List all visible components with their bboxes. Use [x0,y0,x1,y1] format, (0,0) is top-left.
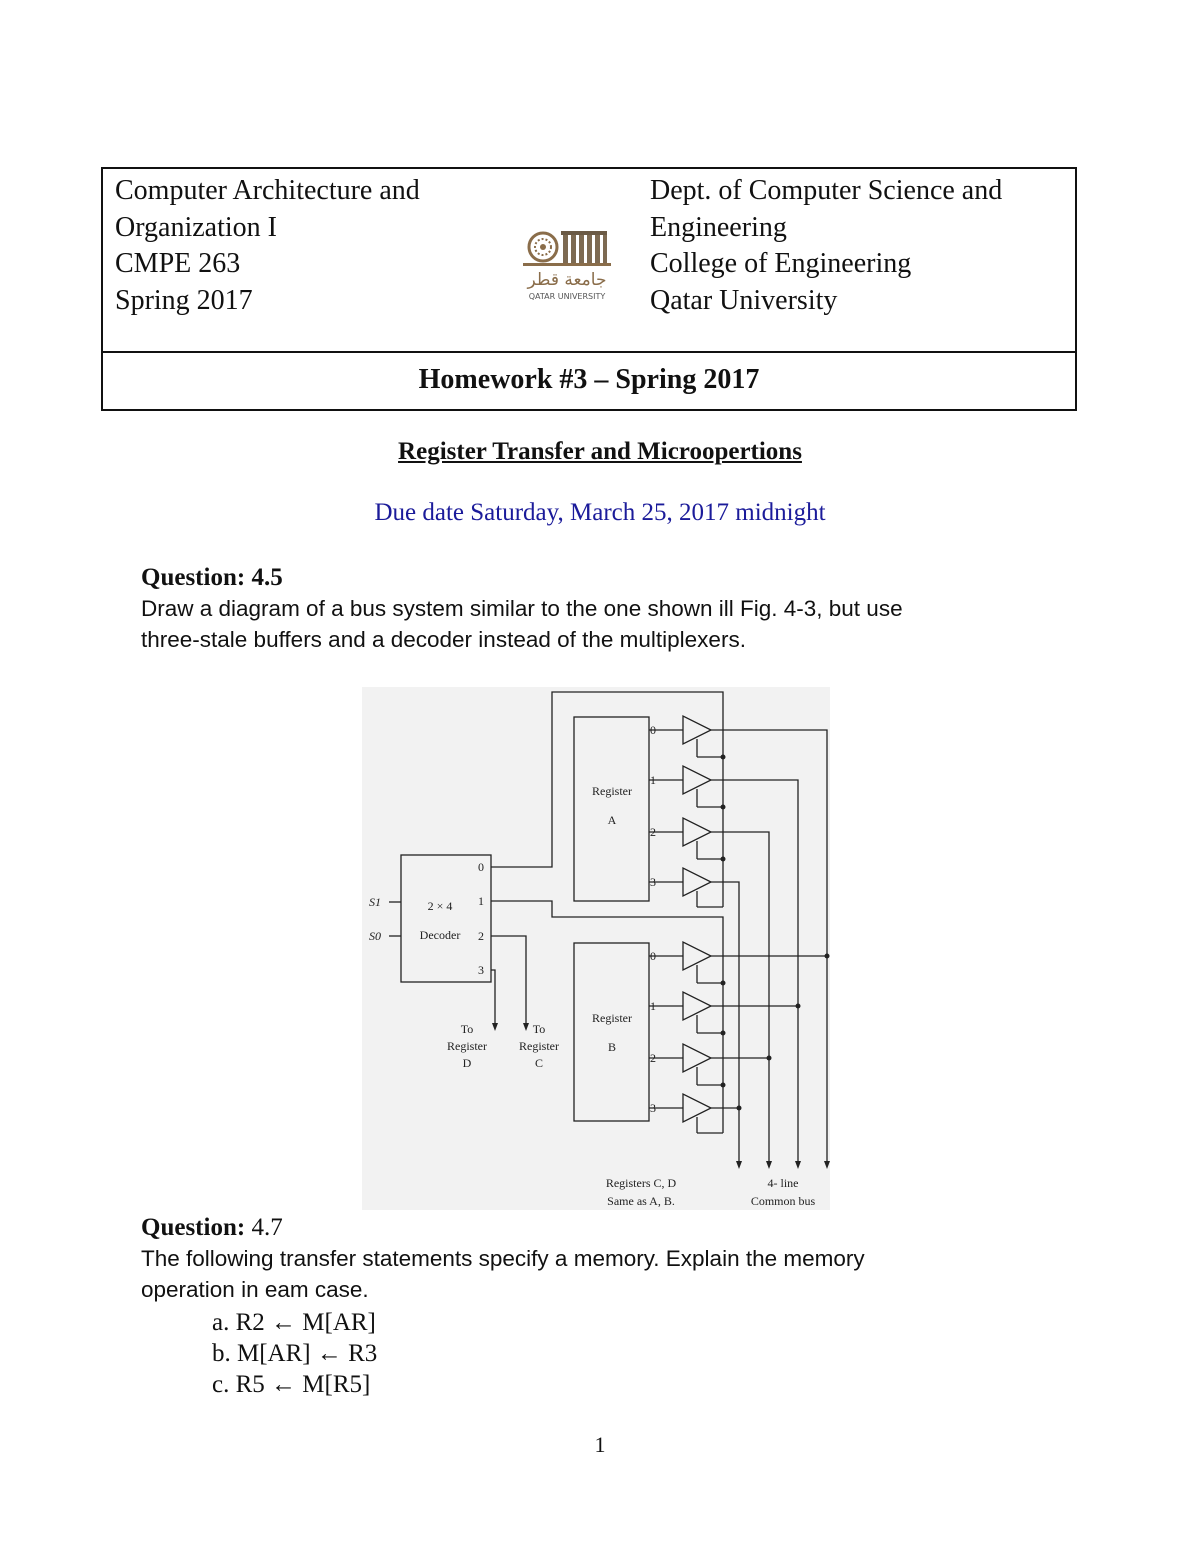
note-bus-line-1: 4- line [767,1176,799,1190]
register-a-letter: A [607,813,617,827]
to-register-d-line-2: Register [447,1039,487,1053]
dept-line-2: Engineering [650,211,787,243]
course-term: Spring 2017 [115,284,253,316]
topic-title: Register Transfer and Microopertions [398,438,802,465]
logo-arabic-text: جامعة قطر [527,270,607,290]
to-register-c-line-2: Register [519,1039,559,1053]
decoder-label-name: Decoder [419,928,461,942]
reg-a-bit-3: 3 [650,875,656,889]
to-register-d-line-1: To [460,1022,474,1036]
transfer-statement-list [212,1307,377,1400]
decoder-label-size: 2 × 4 [427,899,453,913]
note-registers-line-1: Registers C, D [605,1176,677,1190]
question-text-line-1: The following transfer statements specify a memory. Explain the memory [141,1246,865,1271]
select-s1: S1 [369,895,381,909]
note-registers-line-2: Same as A, B. [607,1194,675,1208]
course-code: CMPE 263 [115,248,241,279]
question-text-line-2: operation in eam case. [141,1277,369,1302]
college-name: College of Engineering [650,248,912,279]
register-a-label: Register [592,784,632,798]
reg-b-bit-1: 1 [650,999,656,1013]
reg-b-bit-0: 0 [650,949,656,963]
question-number: 4.5 [251,564,283,591]
homework-title: Homework #3 – Spring 2017 [418,364,760,395]
decoder-output-1: 1 [478,894,484,908]
reg-a-bit-0: 0 [650,723,656,737]
qatar-university-logo [517,225,617,303]
course-line-1: Computer Architecture and [115,175,420,206]
to-register-c-line-1: To [532,1022,546,1036]
question-text-line-2: three-stale buffers and a decoder instead of the multiplexers. [141,627,746,652]
question-label: Question: [141,564,246,591]
reg-b-bit-2: 2 [650,1051,656,1065]
decoder-output-3: 3 [478,963,484,977]
list-item: c. R5 ← M[R5] [212,1371,371,1398]
to-register-c-line-3: C [534,1056,544,1070]
question-text-line-1: Draw a diagram of a bus system similar to the one shown ill Fig. 4-3, but use [141,596,903,621]
course-line-2: Organization I [115,211,277,243]
register-b-letter: B [607,1040,617,1054]
to-register-d-line-3: D [462,1056,472,1070]
list-item: a. R2 ← M[AR] [212,1309,376,1336]
page-number: 1 [594,1432,606,1457]
header-box [101,167,1077,411]
reg-a-bit-1: 1 [650,773,656,787]
decoder-output-0: 0 [478,860,484,874]
bus-system-diagram [362,687,830,1210]
question-4-7 [141,1212,865,1305]
header-divider [103,351,1075,353]
question-4-5 [141,562,903,655]
university-name: Qatar University [650,284,838,316]
dept-line-1: Dept. of Computer Science and [650,175,1003,206]
decoder-output-2: 2 [478,929,484,943]
note-bus-line-2: Common bus [750,1194,816,1208]
select-s0: S0 [369,929,381,943]
logo-english-text: QATAR UNIVERSITY [528,292,606,301]
question-label: Question: [141,1214,246,1241]
register-b-label: Register [592,1011,632,1025]
course-info [115,173,420,319]
reg-b-bit-3: 3 [650,1101,656,1115]
department-info [650,173,1002,319]
list-item: b. M[AR] ← R3 [212,1340,378,1367]
reg-a-bit-2: 2 [650,825,656,839]
due-date: Due date Saturday, March 25, 2017 midnight [374,499,826,526]
question-number: 4.7 [251,1214,283,1241]
